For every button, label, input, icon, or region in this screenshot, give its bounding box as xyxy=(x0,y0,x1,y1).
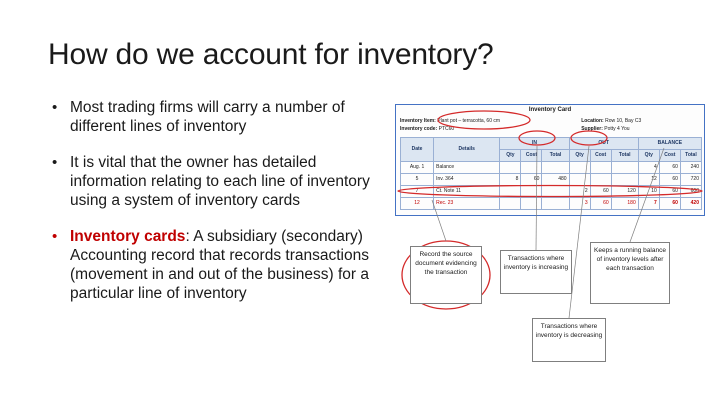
col-date: Date xyxy=(401,138,434,162)
col-bal-qty: Qty xyxy=(638,150,659,162)
cell-in-total xyxy=(542,186,569,198)
inventory-item-label: Inventory Item: xyxy=(400,118,436,124)
inventory-code-label: Inventory code: xyxy=(400,126,438,132)
cell-out-qty xyxy=(569,162,590,174)
col-out-qty: Qty xyxy=(569,150,590,162)
cell-bal-qty: 12 xyxy=(638,174,659,186)
cell-bal-cost: 60 xyxy=(659,174,680,186)
table-group-header-row xyxy=(401,138,702,150)
group-balance: BALANCE xyxy=(638,138,701,150)
location-label: Location: xyxy=(581,118,604,124)
callout-inwards: Transactions where inventory is increasing xyxy=(500,250,572,294)
supplier-value: Potty 4 You xyxy=(604,126,630,132)
col-in-cost: Cost xyxy=(521,150,542,162)
cell-bal-total: 720 xyxy=(680,174,701,186)
cell-bal-qty: 10 xyxy=(638,186,659,198)
col-details: Details xyxy=(434,138,500,162)
cell-bal-cost: 60 xyxy=(659,186,680,198)
cell-date: 5 xyxy=(401,174,434,186)
list-item-text: It is vital that the owner has detailed information relating to each line of inventory using a system of inventory cards xyxy=(70,154,370,209)
table-row xyxy=(401,174,702,186)
col-bal-cost: Cost xyxy=(659,150,680,162)
cell-in-cost xyxy=(521,162,542,174)
list-item xyxy=(50,227,390,303)
group-out: OUT xyxy=(569,138,638,150)
table-row xyxy=(401,162,702,174)
location-value: Row 10, Bay C3 xyxy=(605,118,642,124)
cell-details: Ct. Note 11 xyxy=(434,186,500,198)
cell-details: Balance xyxy=(434,162,500,174)
supplier-label: Supplier: xyxy=(581,126,603,132)
cell-out-cost xyxy=(590,174,611,186)
callout-outwards: Transactions where inventory is decreasing xyxy=(532,318,606,362)
inventory-card-diagram xyxy=(392,90,712,390)
bullet-marker: • xyxy=(52,99,58,116)
inventory-table xyxy=(400,137,702,210)
cell-in-qty xyxy=(500,186,521,198)
cell-in-total xyxy=(542,162,569,174)
cell-in-cost xyxy=(521,186,542,198)
cell-bal-cost: 60 xyxy=(659,198,680,210)
cell-details: Rec. 23 xyxy=(434,198,500,210)
inventory-card-header xyxy=(400,117,702,133)
cell-date: 7 xyxy=(401,186,434,198)
cell-bal-total: 240 xyxy=(680,162,701,174)
col-in-qty: Qty xyxy=(500,150,521,162)
table-row xyxy=(401,186,702,198)
cell-out-total: 180 xyxy=(611,198,638,210)
callout-balance: Keeps a running balance of inventory levels after each transaction xyxy=(590,242,670,304)
cell-out-cost: 60 xyxy=(590,186,611,198)
cell-bal-total: 600 xyxy=(680,186,701,198)
cell-bal-qty: 7 xyxy=(638,198,659,210)
list-item-text: : A subsidiary (secondary) Accounting record that records transactions (movement in and out of the business) for a particular line of inventory xyxy=(70,228,369,302)
cell-out-cost: 60 xyxy=(590,198,611,210)
cell-date: 12 xyxy=(401,198,434,210)
cell-in-qty xyxy=(500,198,521,210)
bullet-list xyxy=(50,98,390,320)
cell-out-qty: 2 xyxy=(569,186,590,198)
list-item xyxy=(50,98,390,136)
group-in: IN xyxy=(500,138,569,150)
col-out-cost: Cost xyxy=(590,150,611,162)
col-bal-total: Total xyxy=(680,150,701,162)
cell-in-total xyxy=(542,198,569,210)
cell-out-qty xyxy=(569,174,590,186)
cell-bal-qty: 4 xyxy=(638,162,659,174)
cell-date: Aug. 1 xyxy=(401,162,434,174)
cell-in-total: 480 xyxy=(542,174,569,186)
cell-in-qty: 8 xyxy=(500,174,521,186)
col-in-total: Total xyxy=(542,150,569,162)
col-out-total: Total xyxy=(611,150,638,162)
callout-source-document: Record the source document evidencing the transaction xyxy=(410,246,482,304)
list-item-text: Most trading firms will carry a number of different lines of inventory xyxy=(70,99,345,135)
inventory-card-title: Inventory Card xyxy=(528,107,572,113)
page-title: How do we account for inventory? xyxy=(48,38,494,71)
cell-out-total: 120 xyxy=(611,186,638,198)
cell-in-qty xyxy=(500,162,521,174)
inventory-card xyxy=(395,104,705,216)
cell-in-cost: 60 xyxy=(521,174,542,186)
inventory-item-value: Plant pot – terracotta, 60 cm xyxy=(437,118,501,124)
inventory-code-value: PTC60 xyxy=(438,126,455,132)
cell-out-total xyxy=(611,174,638,186)
cell-out-cost xyxy=(590,162,611,174)
table-row xyxy=(401,198,702,210)
list-item-keyword: Inventory cards xyxy=(70,228,186,245)
bullet-marker: • xyxy=(52,228,58,245)
cell-out-total xyxy=(611,162,638,174)
bullet-marker: • xyxy=(52,154,58,171)
cell-bal-total: 420 xyxy=(680,198,701,210)
cell-bal-cost: 60 xyxy=(659,162,680,174)
cell-details: Inv. 364 xyxy=(434,174,500,186)
cell-in-cost xyxy=(521,198,542,210)
list-item xyxy=(50,153,390,210)
cell-out-qty: 3 xyxy=(569,198,590,210)
